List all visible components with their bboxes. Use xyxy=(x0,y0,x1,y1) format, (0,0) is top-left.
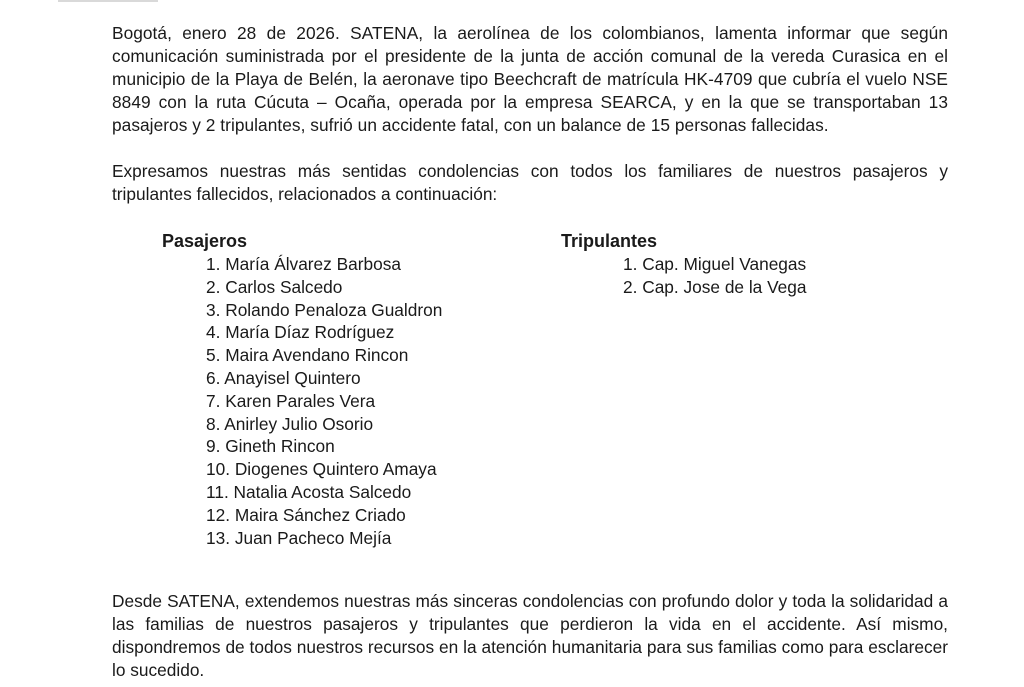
list-item: 2. Cap. Jose de la Vega xyxy=(623,276,807,297)
condolences-paragraph: Expresamos nuestras más sentidas condolencias con todos los familiares de nuestros pasajeros y tripulantes fallecidos, relacionados a continuación: xyxy=(112,161,948,204)
list-item: 1. Cap. Miguel Vanegas xyxy=(623,254,807,274)
list-item: 1. María Álvarez Barbosa xyxy=(206,254,401,274)
list-item: 5. Maira Avendano Rincon xyxy=(206,345,409,366)
crew-heading: Tripulantes xyxy=(561,231,658,251)
crew-section xyxy=(561,230,807,299)
list-item: 11. Natalia Acosta Salcedo xyxy=(206,481,412,502)
list-item: 7. Karen Parales Vera xyxy=(206,390,376,411)
intro-paragraph: Bogotá, enero 28 de 2026. SATENA, la aerolínea de los colombianos, lamenta informar que según comunicación suministrada por el presidente de la junta de acción comunal de la vereda Curasica en el municipio de la Playa de Belén, la aeronave tipo Beechcraft de matrícula HK-4709 que cubría el vuelo NSE 8849 con la ruta Cúcuta – Ocaña, operada por la empresa SEARCA, y en la que se transportaban 13 pasajeros y 2 tripulantes, sufrió un accidente fatal, con un balance de 15 personas fallecidas. xyxy=(112,23,948,135)
passengers-list xyxy=(162,253,442,549)
list-item: 12. Maira Sánchez Criado xyxy=(206,504,406,525)
crew-list xyxy=(561,253,807,299)
list-item: 2. Carlos Salcedo xyxy=(206,276,343,297)
list-item: 9. Gineth Rincon xyxy=(206,436,335,457)
top-divider xyxy=(58,0,158,2)
list-item: 10. Diogenes Quintero Amaya xyxy=(206,459,437,480)
list-item: 8. Anirley Julio Osorio xyxy=(206,413,374,434)
list-item: 3. Rolando Penaloza Gualdron xyxy=(206,299,443,320)
list-item: 6. Anayisel Quintero xyxy=(206,367,361,388)
passengers-section xyxy=(162,230,442,549)
passengers-heading: Pasajeros xyxy=(162,231,248,251)
press-release xyxy=(112,22,948,682)
victims-lists xyxy=(112,230,948,590)
list-item: 4. María Díaz Rodríguez xyxy=(206,322,395,343)
list-item: 13. Juan Pacheco Mejía xyxy=(206,527,392,548)
closing-paragraph: Desde SATENA, extendemos nuestras más sinceras condolencias con profundo dolor y toda la solidaridad a las familias de nuestros pasajeros y tripulantes que perdieron la vida en el accidente. Así mismo, dispondremos de todos nuestros recursos en la atención humanitaria para sus familias como para esclarecer lo sucedido. xyxy=(112,591,948,680)
